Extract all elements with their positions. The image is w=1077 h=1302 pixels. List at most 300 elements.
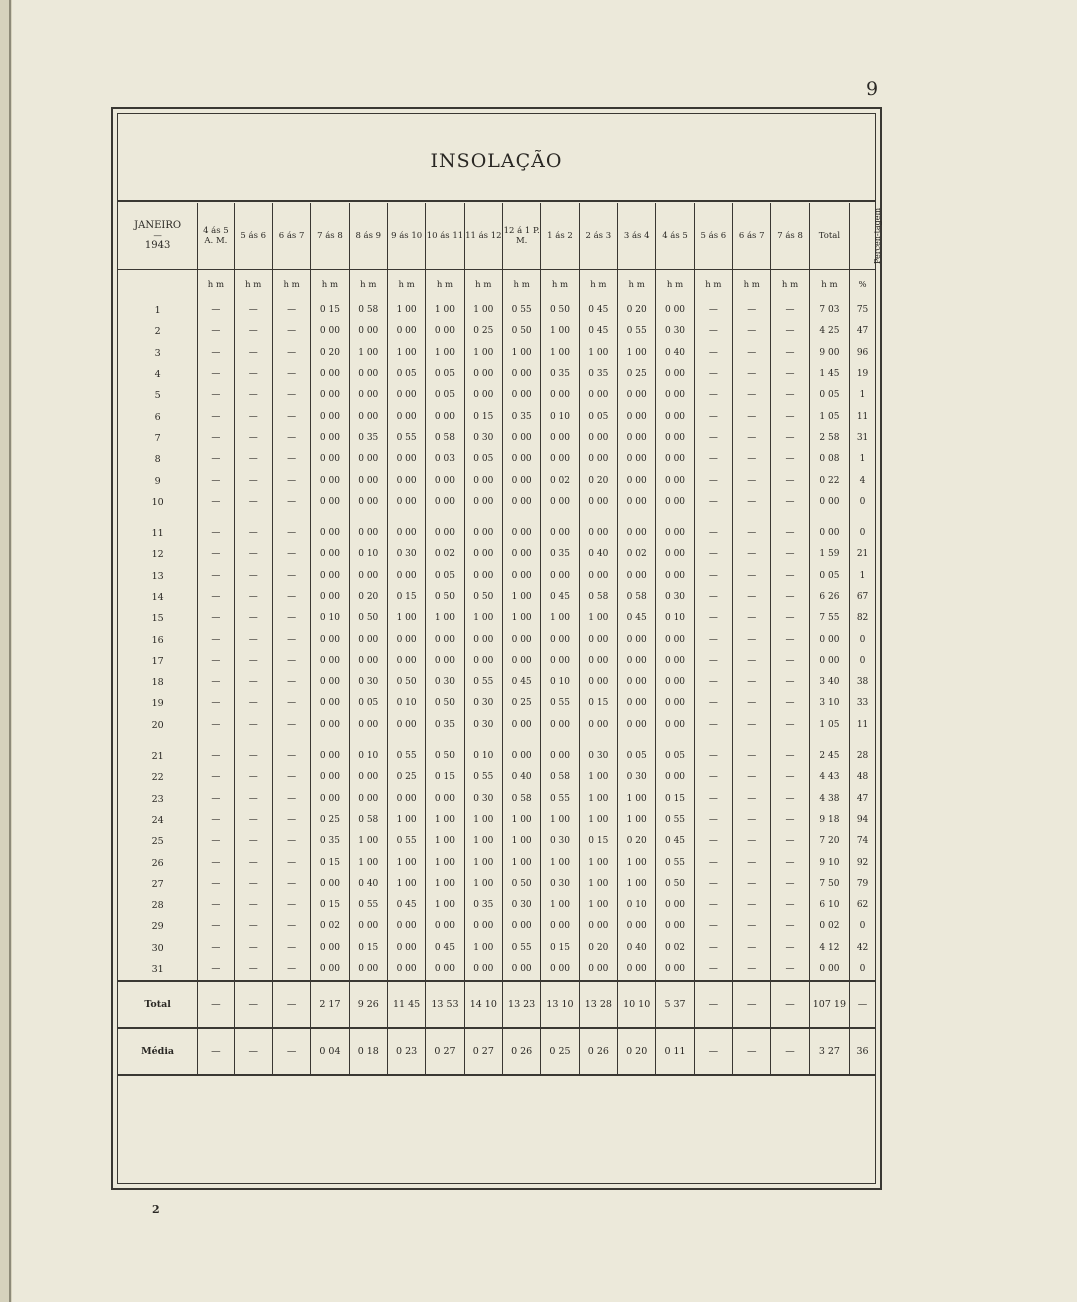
table-row (118, 406, 875, 427)
table-cell: — (771, 544, 809, 565)
table-cell: 1 00 (426, 300, 464, 321)
table-cell: — (198, 693, 234, 714)
table-cell: 0 00 (426, 523, 464, 544)
table-cell: 0 25 (502, 693, 540, 714)
table-cell: 1 00 (464, 831, 502, 852)
table-cell: — (234, 629, 272, 650)
table-cell: 1 00 (541, 810, 579, 831)
table-cell: — (272, 364, 310, 385)
table-cell: 0 00 (656, 523, 694, 544)
table-cell: — (733, 693, 771, 714)
table-cell: — (198, 895, 234, 916)
table-cell: 0 55 (656, 852, 694, 873)
table-cell: — (694, 981, 732, 1028)
table-cell: 1 00 (387, 852, 425, 873)
table-cell: 0 00 (618, 715, 656, 736)
table-cell: — (733, 810, 771, 831)
table-cell: 0 00 (387, 938, 425, 959)
table-cell: 0 05 (426, 385, 464, 406)
table-cell: 0 00 (311, 566, 349, 587)
table-cell: 0 05 (809, 566, 849, 587)
table-cell: 0 05 (349, 693, 387, 714)
row-label: 16 (151, 634, 164, 646)
table-cell: 0 20 (349, 587, 387, 608)
table-cell: 0 00 (387, 492, 425, 513)
table-cell: 0 00 (387, 385, 425, 406)
table-cell: — (198, 321, 234, 342)
table-cell: — (771, 492, 809, 513)
percentage-header-label: Percen-tagem (873, 207, 883, 265)
table-cell: — (771, 746, 809, 767)
table-cell: — (733, 385, 771, 406)
table-cell: — (234, 672, 272, 693)
table-cell: 0 00 (349, 523, 387, 544)
table-cell: — (733, 587, 771, 608)
table-cell: 0 10 (618, 895, 656, 916)
table-cell: 0 15 (426, 767, 464, 788)
table-cell: 0 00 (579, 629, 617, 650)
table-cell: 0 30 (464, 693, 502, 714)
table-cell: 1 00 (502, 587, 540, 608)
header-row (118, 203, 875, 270)
spacer-cell (733, 513, 771, 523)
table-cell: 0 30 (541, 874, 579, 895)
table-cell: 1 00 (464, 608, 502, 629)
unit-cell: h m (272, 270, 310, 301)
table-cell: 1 00 (349, 852, 387, 873)
table-cell: — (694, 300, 732, 321)
row-label: 8 (154, 454, 161, 466)
table-cell: — (771, 406, 809, 427)
table-cell: 48 (850, 767, 875, 788)
column-header: 5 ás 6 (234, 203, 272, 270)
table-cell: — (272, 492, 310, 513)
row-label: 17 (151, 655, 164, 667)
table-cell: 0 (850, 916, 875, 937)
table-cell: 0 55 (349, 895, 387, 916)
table-cell: 0 00 (579, 959, 617, 981)
table-cell: — (198, 566, 234, 587)
table-cell: — (733, 470, 771, 491)
table-cell: — (694, 608, 732, 629)
table-row (118, 693, 875, 714)
table-cell: 0 00 (349, 767, 387, 788)
table-cell: — (694, 715, 732, 736)
spacer-cell (272, 736, 310, 746)
table-cell: 0 23 (387, 1028, 425, 1075)
spacer-cell (234, 513, 272, 523)
spacer-cell (272, 513, 310, 523)
table-cell: — (733, 831, 771, 852)
unit-cell: h m (809, 270, 849, 301)
table-cell: — (733, 959, 771, 981)
table-cell: — (198, 651, 234, 672)
table-cell: 0 00 (809, 651, 849, 672)
table-cell: — (771, 767, 809, 788)
unit-cell: h m (771, 270, 809, 301)
table-row (118, 608, 875, 629)
table-cell: — (771, 587, 809, 608)
table-cell: — (234, 385, 272, 406)
table-cell: — (771, 428, 809, 449)
spacer-cell (618, 513, 656, 523)
title-divider (118, 200, 875, 202)
table-cell: — (272, 385, 310, 406)
table-cell: — (694, 916, 732, 937)
table-cell: — (771, 300, 809, 321)
table-cell: 0 20 (618, 831, 656, 852)
table-cell: 0 00 (809, 629, 849, 650)
table-cell: 0 20 (579, 470, 617, 491)
table-cell: 1 05 (809, 406, 849, 427)
table-cell: 0 00 (464, 364, 502, 385)
spacer-cell (656, 736, 694, 746)
page-title: INSOLAÇÃO (430, 150, 563, 172)
table-cell: 1 00 (464, 874, 502, 895)
table-cell: — (272, 587, 310, 608)
table-cell: 0 (850, 492, 875, 513)
table-cell: 0 35 (541, 364, 579, 385)
table-row (118, 651, 875, 672)
table-cell: 0 00 (349, 492, 387, 513)
table-cell: 0 05 (426, 566, 464, 587)
table-cell: 6 26 (809, 587, 849, 608)
spacer-cell (311, 513, 349, 523)
table-cell: 0 20 (618, 1028, 656, 1075)
table-cell: 0 (850, 629, 875, 650)
table-cell: 21 (850, 544, 875, 565)
table-cell: 0 20 (579, 938, 617, 959)
table-cell: — (694, 523, 732, 544)
table-cell: — (234, 492, 272, 513)
table-cell: 0 00 (349, 470, 387, 491)
table-cell: 0 05 (387, 364, 425, 385)
table-cell: 0 15 (656, 789, 694, 810)
table-cell: 0 00 (809, 959, 849, 981)
table-cell: 0 30 (464, 715, 502, 736)
row-label: 23 (151, 793, 164, 805)
table-cell: — (694, 385, 732, 406)
table-cell: 0 27 (426, 1028, 464, 1075)
table-cell: 0 00 (349, 651, 387, 672)
table-cell: 1 00 (426, 608, 464, 629)
table-row (118, 343, 875, 364)
table-cell: 0 00 (426, 916, 464, 937)
unit-cell: h m (694, 270, 732, 301)
table-cell: 1 00 (426, 831, 464, 852)
table-cell: 0 11 (656, 1028, 694, 1075)
table-cell: 0 20 (618, 300, 656, 321)
table-cell: 0 00 (656, 470, 694, 491)
spacer-cell (579, 513, 617, 523)
table-cell: 0 00 (387, 959, 425, 981)
table-cell: — (694, 1028, 732, 1075)
table-cell: 7 20 (809, 831, 849, 852)
table-cell: — (198, 874, 234, 895)
table-cell: 47 (850, 789, 875, 810)
table-cell: 0 00 (311, 544, 349, 565)
table-cell: — (272, 608, 310, 629)
table-cell: 0 00 (426, 492, 464, 513)
spacer-cell (198, 513, 234, 523)
table-cell: — (198, 629, 234, 650)
table-cell: 4 38 (809, 789, 849, 810)
table-cell: 2 17 (311, 981, 349, 1028)
table-cell: 1 00 (541, 895, 579, 916)
spacer-cell (426, 736, 464, 746)
table-cell: 0 10 (311, 608, 349, 629)
table-cell: 4 25 (809, 321, 849, 342)
table-cell: 0 55 (502, 938, 540, 959)
table-cell: 0 00 (464, 566, 502, 587)
table-cell: — (198, 492, 234, 513)
table-cell: — (198, 608, 234, 629)
table-cell: 0 00 (502, 651, 540, 672)
table-cell: 0 50 (502, 321, 540, 342)
table-cell: 0 00 (311, 959, 349, 981)
table-cell: 0 00 (387, 566, 425, 587)
table-cell: 74 (850, 831, 875, 852)
table-cell: 0 00 (349, 715, 387, 736)
unit-cell: h m (234, 270, 272, 301)
table-cell: 11 45 (387, 981, 425, 1028)
table-cell: 0 15 (349, 938, 387, 959)
table-cell: 0 55 (464, 672, 502, 693)
table-cell: 13 23 (502, 981, 540, 1028)
row-label: 5 (154, 390, 161, 402)
table-cell: 0 00 (387, 406, 425, 427)
table-row (118, 874, 875, 895)
table-cell: 0 45 (618, 608, 656, 629)
spacer-cell (579, 736, 617, 746)
table-cell: 0 00 (618, 470, 656, 491)
table-cell: 0 58 (579, 587, 617, 608)
table-cell: 0 00 (387, 789, 425, 810)
row-label: 11 (151, 528, 164, 540)
table-cell: 13 10 (541, 981, 579, 1028)
table-cell: 7 03 (809, 300, 849, 321)
table-cell: 1 00 (579, 608, 617, 629)
table-cell: 0 00 (349, 321, 387, 342)
table-cell: 0 15 (387, 587, 425, 608)
table-cell: 0 00 (426, 321, 464, 342)
percentage-column-header (850, 203, 883, 270)
table-cell: 0 15 (311, 852, 349, 873)
table-cell: — (694, 746, 732, 767)
column-header: 6 ás 7 (733, 203, 771, 270)
spacer-cell (541, 736, 579, 746)
table-cell: 0 00 (349, 959, 387, 981)
table-cell: 0 00 (579, 385, 617, 406)
spacer-cell (694, 736, 732, 746)
table-cell: 0 00 (311, 470, 349, 491)
table-cell: — (272, 629, 310, 650)
table-cell: — (733, 651, 771, 672)
row-label: 13 (151, 570, 164, 582)
table-cell: 0 00 (311, 746, 349, 767)
table-cell: 0 03 (426, 449, 464, 470)
unit-cell: h m (733, 270, 771, 301)
table-cell: 0 00 (541, 428, 579, 449)
table-cell: 0 10 (656, 608, 694, 629)
table-cell: 0 58 (426, 428, 464, 449)
table-cell: — (771, 608, 809, 629)
table-cell: 0 04 (311, 1028, 349, 1075)
table-cell: 0 30 (426, 672, 464, 693)
unit-cell: h m (349, 270, 387, 301)
table-cell: — (198, 1028, 234, 1075)
table-cell: — (234, 544, 272, 565)
table-cell: — (694, 566, 732, 587)
row-label: 25 (151, 836, 164, 848)
table-cell: 0 40 (349, 874, 387, 895)
table-row (118, 715, 875, 736)
table-row (118, 544, 875, 565)
table-cell: — (272, 449, 310, 470)
table-cell: 0 18 (349, 1028, 387, 1075)
table-cell: 0 55 (502, 300, 540, 321)
table-cell: 0 00 (656, 492, 694, 513)
table-cell: — (272, 852, 310, 873)
table-cell: — (234, 470, 272, 491)
table-cell: — (733, 895, 771, 916)
unit-cell: h m (311, 270, 349, 301)
table-cell: 0 20 (311, 343, 349, 364)
table-cell: 0 00 (426, 406, 464, 427)
table-row (118, 746, 875, 767)
table-cell: 1 (850, 449, 875, 470)
table-cell: 0 30 (387, 544, 425, 565)
table-cell: 33 (850, 693, 875, 714)
table-cell: — (198, 831, 234, 852)
table-cell: 107 19 (809, 981, 849, 1028)
table-cell: 0 02 (618, 544, 656, 565)
table-cell: 1 00 (579, 895, 617, 916)
table-cell: 0 15 (464, 406, 502, 427)
row-label: 26 (151, 857, 164, 869)
table-cell: 0 00 (809, 523, 849, 544)
table-row (118, 428, 875, 449)
table-cell: 0 35 (541, 544, 579, 565)
table-cell: — (771, 672, 809, 693)
table-row (118, 767, 875, 788)
table-cell: 0 00 (426, 629, 464, 650)
table-cell: 0 00 (579, 715, 617, 736)
table-cell: — (694, 959, 732, 981)
table-cell: — (694, 629, 732, 650)
table-cell: — (272, 831, 310, 852)
table-cell: — (234, 364, 272, 385)
spacer-cell (733, 736, 771, 746)
sheet-number: 2 (152, 1203, 160, 1216)
table-cell: — (733, 916, 771, 937)
table-cell: — (234, 981, 272, 1028)
table-cell: — (733, 938, 771, 959)
table-cell: 0 00 (656, 385, 694, 406)
table-cell: 1 00 (579, 874, 617, 895)
table-cell: 1 00 (618, 789, 656, 810)
column-header: 8 ás 9 (349, 203, 387, 270)
table-cell: 0 00 (464, 651, 502, 672)
table-cell: — (272, 981, 310, 1028)
table-cell: — (198, 428, 234, 449)
table-cell: 0 00 (311, 321, 349, 342)
table-cell: 0 00 (618, 428, 656, 449)
table-cell: — (272, 767, 310, 788)
table-cell: 1 00 (502, 831, 540, 852)
table-cell: 0 50 (426, 693, 464, 714)
table-cell: 0 00 (387, 321, 425, 342)
row-label: 19 (151, 698, 164, 710)
table-cell: — (694, 693, 732, 714)
table-cell: — (771, 470, 809, 491)
table-cell: — (234, 810, 272, 831)
table-cell: — (272, 300, 310, 321)
table-cell: 4 (850, 470, 875, 491)
row-label: 29 (151, 921, 164, 933)
table-cell: — (694, 831, 732, 852)
table-cell: 0 00 (464, 916, 502, 937)
table-cell: 0 15 (579, 693, 617, 714)
spacer-cell (771, 513, 809, 523)
table-cell: 0 00 (349, 916, 387, 937)
table-cell: — (771, 874, 809, 895)
table-cell: 0 30 (464, 428, 502, 449)
table-cell: 0 10 (541, 406, 579, 427)
spacer-cell (694, 513, 732, 523)
table-cell: 0 00 (656, 715, 694, 736)
table-cell: 0 00 (656, 300, 694, 321)
table-row (118, 321, 875, 342)
table-cell: 0 00 (311, 767, 349, 788)
table-row (118, 672, 875, 693)
table-row (118, 587, 875, 608)
table-cell: 0 00 (656, 959, 694, 981)
table-row (118, 895, 875, 916)
table-cell: — (771, 385, 809, 406)
table-cell: 0 00 (656, 651, 694, 672)
unit-cell: h m (541, 270, 579, 301)
table-cell: 0 00 (656, 406, 694, 427)
table-frame (111, 107, 882, 1190)
table-cell: 0 05 (618, 746, 656, 767)
unit-cell: h m (426, 270, 464, 301)
table-cell: 0 00 (618, 523, 656, 544)
table-cell: 0 00 (579, 566, 617, 587)
table-cell: 0 00 (311, 449, 349, 470)
table-cell: 0 55 (541, 789, 579, 810)
table-cell: 0 58 (618, 587, 656, 608)
table-cell: 0 05 (809, 385, 849, 406)
table-cell: 7 55 (809, 608, 849, 629)
table-cell: 0 00 (618, 566, 656, 587)
table-cell: 0 00 (502, 449, 540, 470)
table-cell: — (234, 449, 272, 470)
table-cell: 36 (850, 1028, 875, 1075)
row-label: 30 (151, 942, 164, 954)
table-cell: 0 00 (656, 693, 694, 714)
table-cell: 0 08 (809, 449, 849, 470)
table-cell: 0 00 (311, 693, 349, 714)
table-cell: 0 00 (426, 470, 464, 491)
spacer-cell (656, 513, 694, 523)
table-cell: 3 40 (809, 672, 849, 693)
table-cell: 1 00 (387, 608, 425, 629)
table-cell: 0 00 (541, 715, 579, 736)
table-cell: 0 45 (541, 587, 579, 608)
table-cell: 0 35 (349, 428, 387, 449)
row-label: 15 (151, 613, 164, 625)
